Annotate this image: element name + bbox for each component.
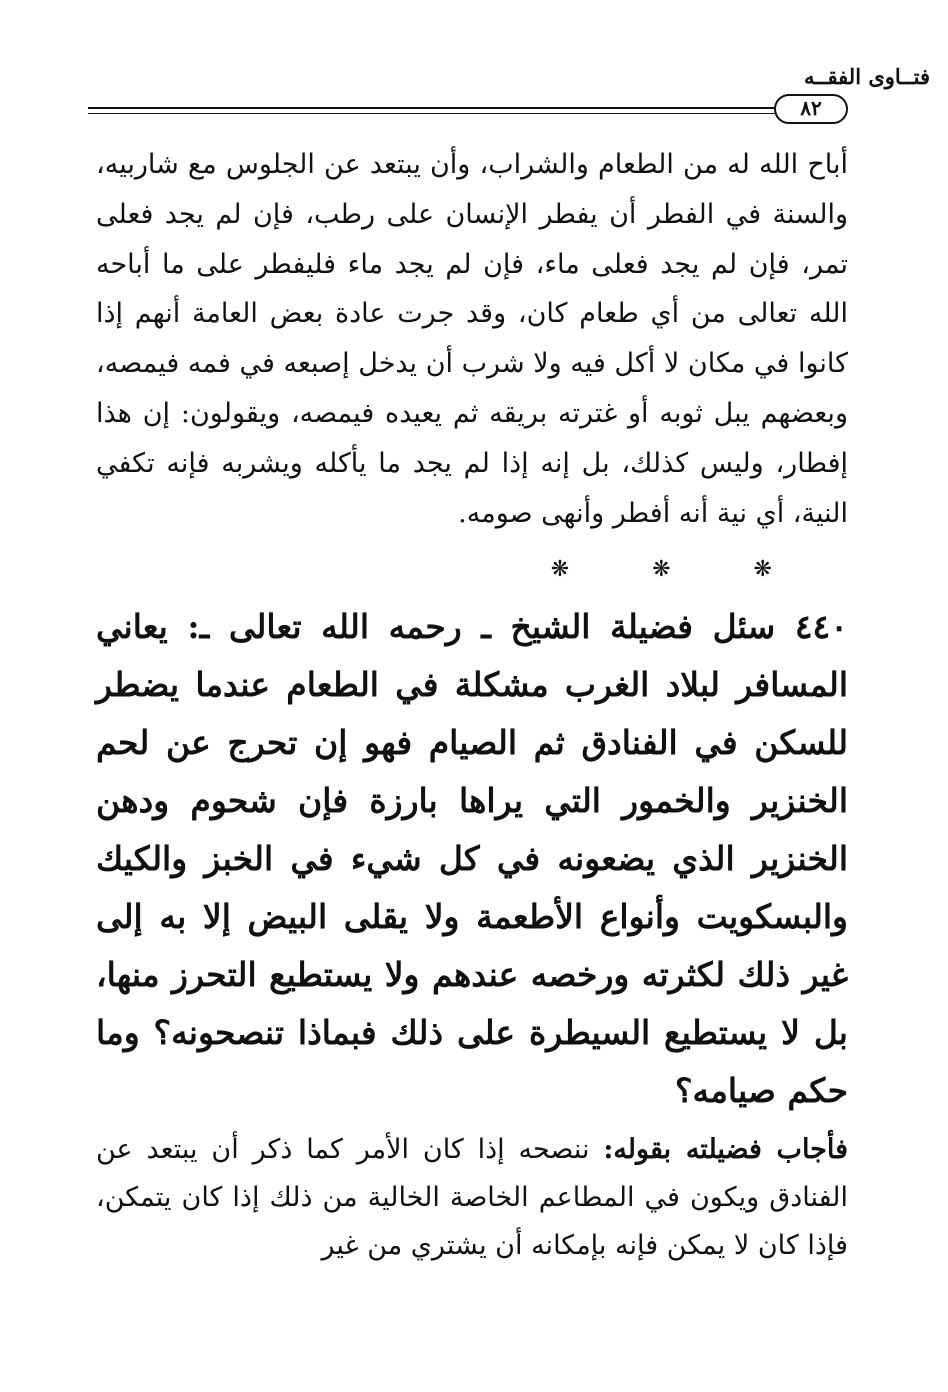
answer-paragraph [96,1126,848,1270]
answer-lead: فأجاب فضيلته بقوله: [603,1134,848,1166]
header-rule-thick [88,107,776,109]
header-rule-thin [88,113,776,114]
body-text [96,140,848,1270]
running-title: فتــاوى الفقــه [803,64,930,89]
header-rule [88,94,848,124]
answer-text: ننصحه إذا كان الأمر كما ذكر أن يبتعد عن الفنادق ويكون في المطاعم الخاصة الخالية من ذلك إذا كان يتمكن، فإذا كان لا يمكن فإنه بإمكانه أن يشتري من غير [96,1134,848,1262]
page-number: ٨٢ [774,94,848,124]
previous-answer-paragraph: أباح الله له من الطعام والشراب، وأن يبتعد عن الجلوس مع شاربيه، والسنة في الفطر أن يفطر الإنسان على رطب، فإن لم يجد فعلى تمر، فإن لم يجد فعلى ماء، فإن لم يجد ماء فليفطر على ما أباحه الله تعالى من أي طعام كان، وقد جرت عادة بعض العامة أنهم إذا كانوا في مكان لا أكل فيه ولا شرب أن يدخل إصبعه في فمه فيمصه، وبعضهم يبل ثوبه أو غترته بريقه ثم يعيده فيمصه، ويقولون: إن هذا إفطار، وليس كذلك، بل إنه إذا لم يجد ما يأكله ويشربه فإنه تكفي النية، أي نية أنه أفطر وأنهى صومه. [96,149,848,529]
section-separator: ❋ ❋ ❋ [550,557,810,583]
question-paragraph: ٤٤٠ سئل فضيلة الشيخ ـ رحمه الله تعالى ـ: يعاني المسافر لبلاد الغرب مشكلة في الطعام عندما يضطر للسكن في الفنادق ثم الصيام فهو إن تحرج عن لحم الخنزير والخمور التي يراها بارزة فإن شحوم ودهن الخنزير الذي يضعونه في كل شيء في الخبز والكيك والبسكويت وأنواع الأطعمة ولا يقلى البيض إلا به إلى غير ذلك لكثرته ورخصه عندهم ولا يستطيع التحرز منها، بل لا يستطيع السيطرة على ذلك فبماذا تنصحونه؟ وما حكم صيامه؟ [96,607,848,1111]
